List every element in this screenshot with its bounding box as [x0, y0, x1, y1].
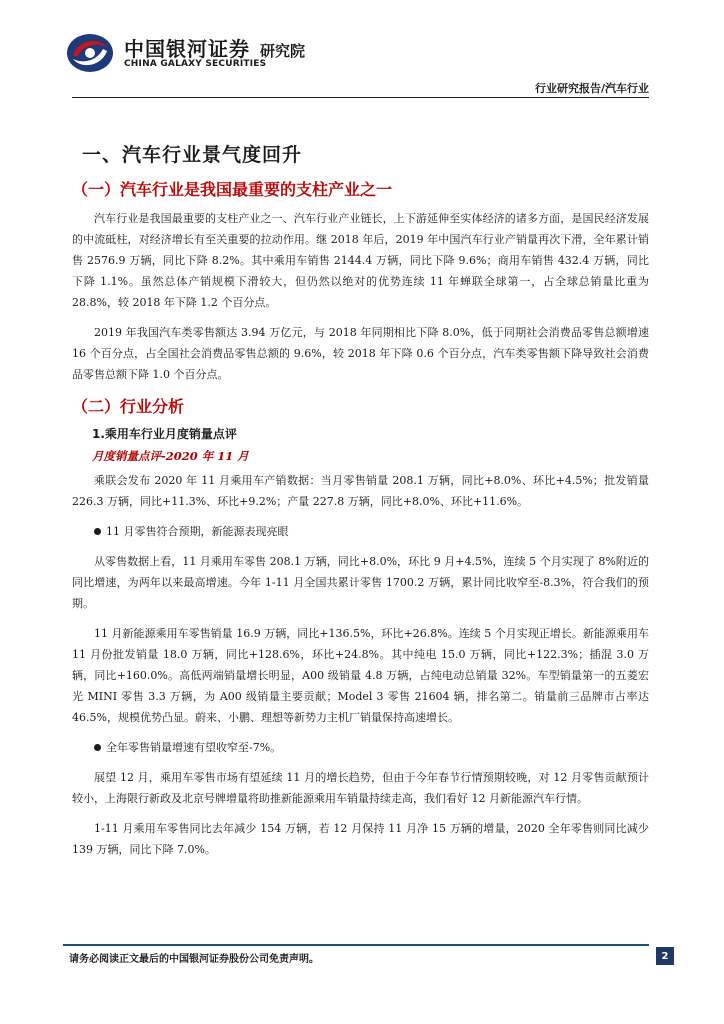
section-title-1: （一）汽车行业是我国最重要的支柱产业之一	[72, 180, 393, 199]
galaxy-logo-icon	[65, 31, 115, 75]
bullet-dot-icon	[94, 528, 101, 535]
brand-research-institute: 研究院	[260, 42, 306, 60]
brand-name-cn: 中国银河证券	[124, 37, 250, 61]
subsection-title: 1.乘用车行业月度销量点评	[92, 427, 237, 441]
bullet-text: 全年零售销量增速有望收窄至-7%。	[106, 741, 282, 754]
page-header	[0, 0, 724, 105]
paragraph: 乘联会发布 2020 年 11 月乘用车产销数据：当月零售销量 208.1 万辆，同比+8.0%、环比+4.5%；批发销量 226.3 万辆，同比+11.3%、环比+9.2%；产量 227.8 万辆，同比+8.0%、环比+11.6%。	[72, 474, 649, 508]
paragraph: 展望 12 月，乘用车零售市场有望延续 11 月的增长趋势，但由于今年春节行情预期较晚，对 12 月零售贡献预计较小，上海限行新政及北京号牌增量将助推新能源乘用车销量持续走高，我们看好 12 月新能源汽车行情。	[72, 771, 649, 805]
header-divider	[72, 97, 649, 98]
paragraph: 从零售数据上看，11 月乘用车零售 208.1 万辆，同比+8.0%，环比 9 月+4.5%，连续 5 个月实现了 8%附近的同比增速，为两年以来最高增速。今年 1-11 月全国共累计零售 1700.2 万辆，累计同比收窄至-8.3%，符合我们的预期。	[72, 555, 649, 610]
paragraph: 汽车行业是我国最重要的支柱产业之一、汽车行业产业链长，上下游延伸至实体经济的诸多方面，是国民经济发展的中流砥柱，对经济增长有至关重要的拉动作用。继 2018 年后，2019 年中国汽车行业产销量再次下滑，全年累计销售 2576.9 万辆，同比下降 8.2%。其中乘用车销售 2144.4 万辆，同比下降 9.6%；商用车销售 432.4 万辆，同比下降 1.1%。虽然总体产销规模下滑较大，但仍然以绝对的优势连续 11 年蝉联全球第一，占全球总销量比重为 28.8%，较 2018 年下降 1.2 个百分点。	[72, 212, 649, 309]
main-content	[72, 140, 649, 869]
brand-name-en: CHINA GALAXY SECURITIES	[124, 59, 267, 69]
paragraph: 1-11 月乘用车零售同比去年减少 154 万辆，若 12 月保持 11 月净 15 万辆的增量，2020 全年零售则同比减少 139 万辆，同比下降 7.0%。	[72, 822, 649, 856]
paragraph: 11 月新能源乘用车零售销量 16.9 万辆，同比+136.5%，环比+26.8%。连续 5 个月实现正增长。新能源乘用车 11 月份批发销量 18.0 万辆，同比+128.6%，环比+24.8%。其中纯电 15.0 万辆，同比+122.3%；插混 3.0 万辆，同比+160.0%。高低两端销量增长明显，A00 级销量 4.8 万辆，占纯电动总销量 32%。车型销量第一的五菱宏光 MINI 零售 3.3 万辆，为 A00 级销量主要贡献；Model 3 零售 21604 辆，排名第二。销量前三品牌市占率达 46.5%，规模优势凸显。蔚来、小鹏、理想等新势力主机厂销量保持高速增长。	[72, 627, 649, 724]
footer-divider	[63, 944, 649, 946]
bullet-text: 11 月零售符合预期，新能源表现亮眼	[106, 525, 289, 538]
bullet-item	[72, 521, 649, 542]
chapter-title: 一、汽车行业景气度回升	[82, 144, 303, 166]
subsection-subtitle: 月度销量点评-2020 年 11 月	[92, 449, 249, 463]
footer-disclaimer: 请务必阅读正文最后的中国银河证券股份公司免责声明。	[69, 954, 319, 965]
section-title-2: （二）行业分析	[72, 397, 185, 416]
bullet-dot-icon	[94, 744, 101, 751]
report-type: 行业研究报告/汽车行业	[534, 82, 649, 95]
page-number: 2	[656, 947, 674, 965]
paragraph: 2019 年我国汽车类零售额达 3.94 万亿元，与 2018 年同期相比下降 8.0%，低于同期社会消费品零售总额增速 16 个百分点，占全国社会消费品零售总额的 9.6%，较 2018 年下降 0.6 个百分点，汽车类零售额下降导致社会消费品零售总额下降 1.0 个百分点。	[72, 326, 649, 381]
bullet-item	[72, 737, 649, 758]
